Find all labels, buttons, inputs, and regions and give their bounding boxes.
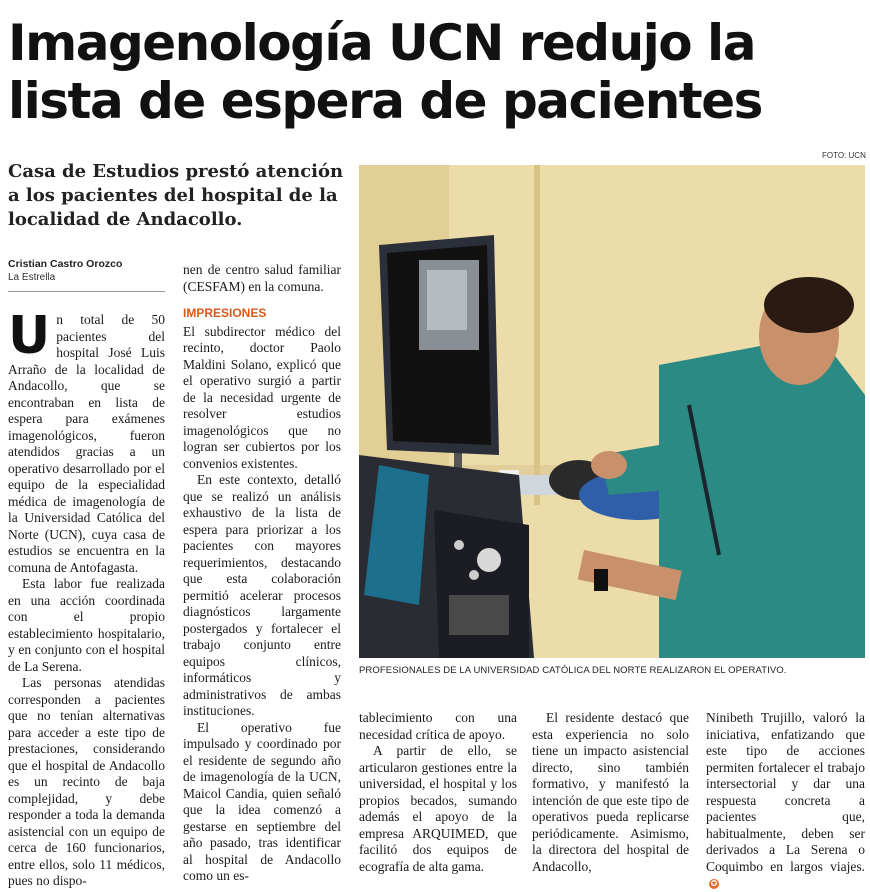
article-photo bbox=[359, 165, 865, 658]
paragraph: Ninibeth Trujillo, valoró la iniciativa, enfatizando que este tipo de acciones permiten fortalecer el trabajo intersectorial y dar una respuesta concreta a pacientes que, habitualmente, deben ser derivados a La Serena o Coquimbo en largos viajes. bbox=[706, 710, 865, 874]
author-name: Cristian Castro Orozco bbox=[8, 258, 123, 270]
section-heading: IMPRESIONES bbox=[183, 306, 267, 320]
publication-name: La Estrella bbox=[8, 272, 56, 283]
paragraph: El operativo fue impulsado y coordinado por el residente de segundo año de imagenología de la UCN, Maicol Candia, quien señaló que la idea comenzó a gestarse en septiembre del año pasado, tras identificar al hospital de Andacollo como un es- bbox=[183, 719, 341, 883]
byline-divider bbox=[8, 291, 165, 292]
paragraph: n total de 50 pacientes del hospital José Luis Arraño de la localidad de Andacollo, que se encontraban en lista de espera para exámenes imagenológicos, fueron atendidos gracias a un operativo desarrollado por el equipo de la especialidad médica de imagenología de la Universidad Católica del Norte (UCN), cuya casa de estudios se encuentra en la comuna de Antofagasta. bbox=[8, 312, 165, 575]
end-of-article-icon: ✪ bbox=[710, 878, 718, 888]
paragraph: En este contexto, detalló que se realizó un análisis exhaustivo de la lista de espera para priorizar a los pacientes con mayores requerimientos, destacando que esta colaboración permitió acelerar procesos diagnósticos largamente postergados y fortalecer el trabajo conjunto entre equipos clínicos, informáticos y administrativos de ambas instituciones. bbox=[183, 472, 341, 718]
paragraph: El residente destacó que esta experiencia no solo tiene un impacto asistencial directo, sino también formativo, y manifestó la intención de que este tipo de operativos pueda replicarse periódicamente. Asimismo, la directora del hospital de Andacollo, bbox=[532, 710, 689, 874]
drop-cap: U bbox=[8, 306, 51, 366]
article-column-4 bbox=[532, 710, 689, 875]
article-column-3 bbox=[359, 710, 517, 875]
paragraph: Las personas atendidas corresponden a pacientes que no tenían alternativas para acceder a este tipo de prestaciones, considerando que el hospital de Andacollo es un recinto de baja complejidad, y debe responder a toda la demanda asistencial con un equipo de cerca de 160 funcionarios, entre ellos, solo 11 médicos, pues no dispo- bbox=[8, 675, 165, 888]
ultrasound-scene-image bbox=[359, 165, 865, 658]
photo-caption: PROFESIONALES DE LA UNIVERSIDAD CATÓLICA DEL NORTE REALIZARON EL OPERATIVO. bbox=[359, 665, 787, 676]
paragraph: El subdirector médico del recinto, doctor Paolo Maldini Solano, explicó que el operativo surgió a partir de la necesidad urgente de resolver estudios imagenológicos que no logran ser cubiertos por los convenios existentes. bbox=[183, 323, 341, 471]
paragraph: Esta labor fue realizada en una acción coordinada con el propio establecimiento hospitalario, y en conjunto con el hospital de La Serena. bbox=[8, 576, 165, 674]
article-column-1 bbox=[8, 306, 165, 890]
paragraph: tablecimiento con una necesidad crítica de apoyo. bbox=[359, 710, 517, 742]
headline: Imagenología UCN redujo la lista de espera de pacientes bbox=[8, 14, 762, 130]
article-column-2 bbox=[183, 262, 341, 885]
paragraph: nen de centro salud familiar (CESFAM) en la comuna. bbox=[183, 262, 341, 294]
photo-credit: FOTO: UCN bbox=[822, 151, 866, 160]
article-column-5 bbox=[706, 710, 865, 892]
subheadline: Casa de Estudios prestó atención a los pacientes del hospital de la localidad de Andacollo. bbox=[8, 161, 344, 230]
paragraph: A partir de ello, se articularon gestiones entre la universidad, el hospital y los propios becados, sumando además el apoyo de la empresa ARQUIMED, que facilitó dos equipos de ecografía de alta gama. bbox=[359, 743, 517, 874]
